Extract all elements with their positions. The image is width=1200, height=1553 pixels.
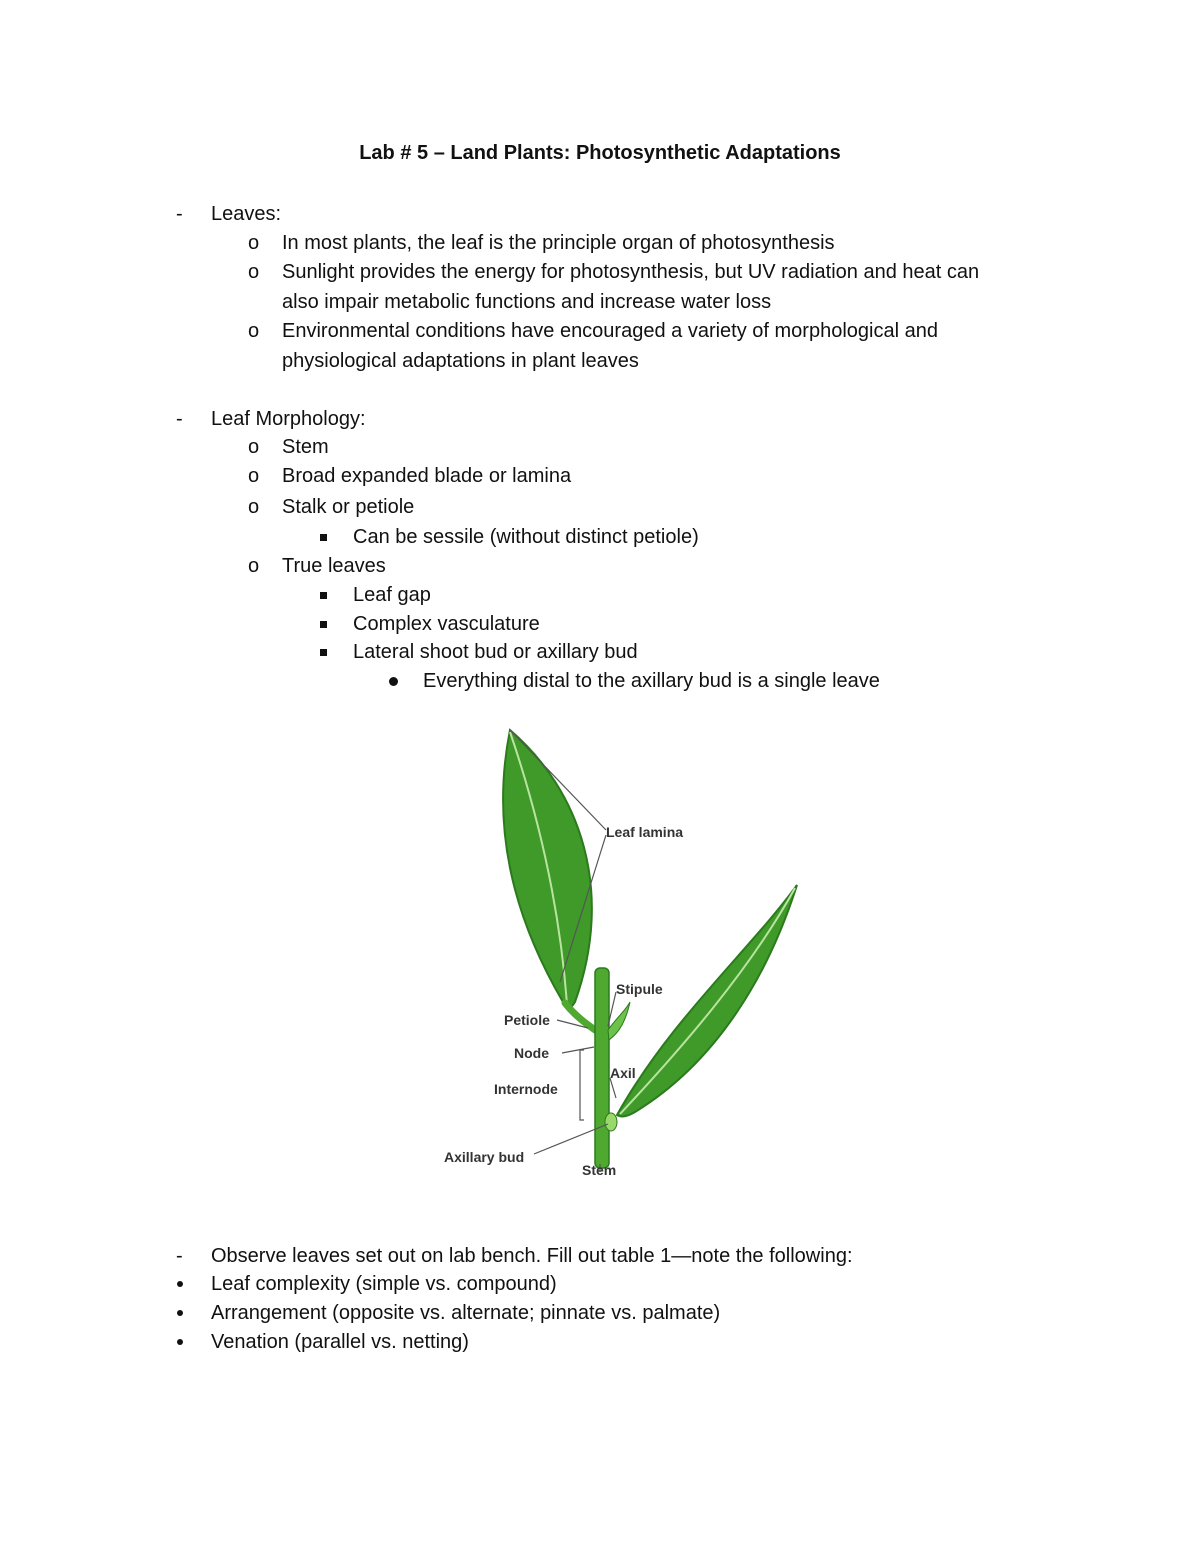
observe-heading: Observe leaves set out on lab bench. Fill out table 1—note the following: [211, 1245, 853, 1267]
morphology-heading: Leaf Morphology: [211, 408, 366, 430]
label-petiole: Petiole [504, 1012, 550, 1028]
circle-marker: o [248, 232, 260, 254]
label-leaf-lamina: Leaf lamina [606, 824, 684, 840]
morphology-item: Stem [282, 436, 329, 458]
label-node: Node [514, 1045, 549, 1061]
circle-marker: o [248, 496, 260, 518]
square-bullet [320, 621, 327, 628]
label-axillary-bud: Axillary bud [444, 1149, 525, 1165]
round-bullet [177, 1310, 183, 1316]
morphology-subitem: Can be sessile (without distinct petiole) [353, 526, 699, 548]
leaf-diagram-svg [430, 720, 810, 1190]
round-bullet [177, 1339, 183, 1345]
round-bullet [389, 677, 398, 686]
square-bullet [320, 534, 327, 541]
observe-item: Arrangement (opposite vs. alternate; pinnate vs. palmate) [211, 1302, 721, 1324]
morphology-item: Broad expanded blade or lamina [282, 465, 572, 487]
label-axil: Axil [610, 1065, 636, 1081]
page-title: Lab # 5 – Land Plants: Photosynthetic Adaptations [359, 142, 841, 164]
circle-marker: o [248, 261, 260, 283]
observe-item: Venation (parallel vs. netting) [211, 1331, 469, 1353]
morphology-subitem: Complex vasculature [353, 613, 540, 635]
morphology-subitem: Lateral shoot bud or axillary bud [353, 641, 638, 663]
dash-marker: - [176, 408, 183, 430]
label-internode: Internode [494, 1081, 558, 1097]
morphology-subsubitem: Everything distal to the axillary bud is a single leave [423, 670, 880, 692]
leaves-item: Environmental conditions have encouraged a variety of morphological and [282, 320, 938, 342]
observe-item: Leaf complexity (simple vs. compound) [211, 1273, 557, 1295]
circle-marker: o [248, 320, 260, 342]
lower-leaf-blade [617, 885, 797, 1116]
stem-shaft [595, 968, 609, 1168]
label-stem: Stem [582, 1162, 617, 1178]
morphology-subitem: Leaf gap [353, 584, 431, 606]
circle-marker: o [248, 465, 260, 487]
circle-marker: o [248, 555, 260, 577]
axillary-bud-shape [605, 1113, 617, 1131]
circle-marker: o [248, 436, 260, 458]
morphology-item: True leaves [282, 555, 386, 577]
leaves-item-continuation: physiological adaptations in plant leaves [282, 350, 639, 372]
stipule-shape [608, 1002, 630, 1040]
square-bullet [320, 649, 327, 656]
round-bullet [177, 1281, 183, 1287]
square-bullet [320, 592, 327, 599]
leaves-heading: Leaves: [211, 203, 282, 225]
leaves-item-continuation: also impair metabolic functions and increase water loss [282, 291, 772, 313]
leaves-item: Sunlight provides the energy for photosynthesis, but UV radiation and heat can [282, 261, 980, 283]
leaf-diagram [430, 720, 810, 1190]
morphology-item: Stalk or petiole [282, 496, 415, 518]
dash-marker: - [176, 1245, 183, 1267]
dash-marker: - [176, 203, 183, 225]
petiole-stalk [565, 1003, 598, 1032]
leaves-item: In most plants, the leaf is the principle organ of photosynthesis [282, 232, 835, 254]
label-stipule: Stipule [616, 981, 663, 997]
